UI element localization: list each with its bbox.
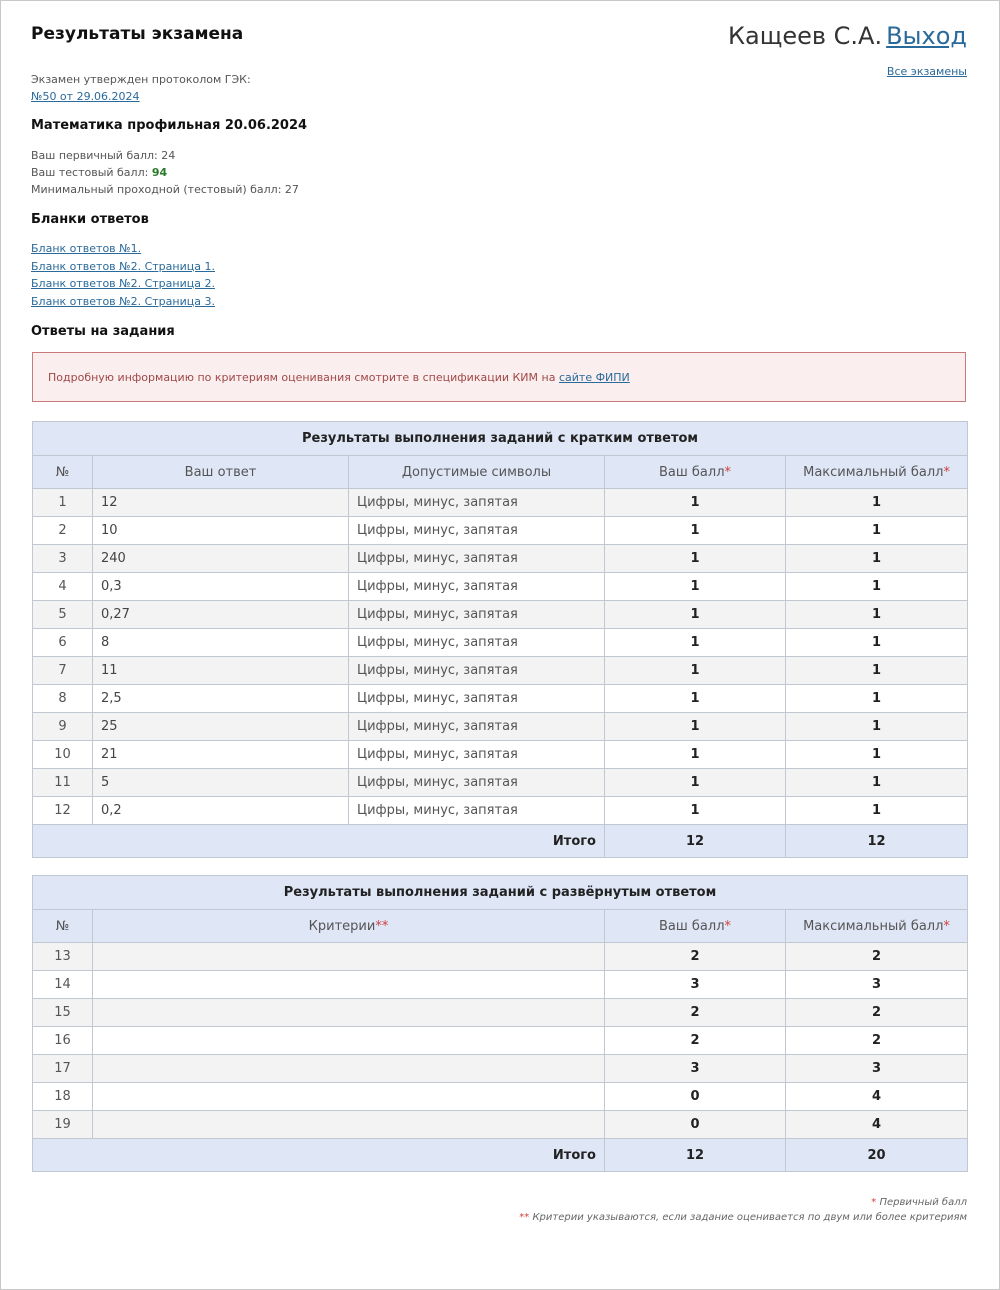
task-max-score: 3: [786, 971, 968, 999]
task-max-score: 4: [786, 1083, 968, 1111]
user-block: [728, 22, 967, 50]
task-criteria: [93, 1111, 605, 1139]
col-max-header: Максимальный балл*: [786, 456, 968, 489]
task-answer: 8: [93, 629, 349, 657]
table-row: [33, 657, 968, 685]
table-row: [33, 1055, 968, 1083]
task-score: 2: [605, 943, 786, 971]
task-answer: 5: [93, 769, 349, 797]
allowed-symbols: Цифры, минус, запятая: [349, 685, 605, 713]
task-score: 1: [605, 545, 786, 573]
task-max-score: 2: [786, 1027, 968, 1055]
task-criteria: [93, 1055, 605, 1083]
task-score: 1: [605, 489, 786, 517]
min-score-label: Минимальный проходной (тестовый) балл:: [31, 183, 282, 196]
task-score: 0: [605, 1111, 786, 1139]
task-score: 1: [605, 629, 786, 657]
task-max-score: 1: [786, 489, 968, 517]
alert-text: Подробную информацию по критериям оценивания смотрите в спецификации КИМ на: [48, 371, 556, 384]
task-criteria: [93, 943, 605, 971]
task-number: 5: [33, 601, 93, 629]
col-num-header: №: [33, 456, 93, 489]
task-answer: 12: [93, 489, 349, 517]
task-number: 19: [33, 1111, 93, 1139]
task-answer: 240: [93, 545, 349, 573]
long-table-caption: Результаты выполнения заданий с развёрнутым ответом: [33, 876, 968, 910]
task-max-score: 1: [786, 629, 968, 657]
short-total-label: Итого: [33, 825, 605, 858]
answer-form-link[interactable]: Бланк ответов №2. Страница 1.: [31, 259, 215, 273]
allowed-symbols: Цифры, минус, запятая: [349, 545, 605, 573]
answer-forms-list: [31, 240, 215, 310]
task-max-score: 1: [786, 797, 968, 825]
task-number: 15: [33, 999, 93, 1027]
allowed-symbols: Цифры, минус, запятая: [349, 601, 605, 629]
table-row: [33, 489, 968, 517]
task-max-score: 1: [786, 685, 968, 713]
long-total-score: 12: [605, 1139, 786, 1172]
answers-heading: Ответы на задания: [31, 324, 175, 339]
task-number: 11: [33, 769, 93, 797]
allowed-symbols: Цифры, минус, запятая: [349, 573, 605, 601]
task-score: 2: [605, 999, 786, 1027]
task-answer: 0,3: [93, 573, 349, 601]
task-number: 8: [33, 685, 93, 713]
task-number: 10: [33, 741, 93, 769]
answer-form-link[interactable]: Бланк ответов №2. Страница 2.: [31, 277, 215, 290]
score-summary: [31, 147, 299, 198]
task-number: 1: [33, 489, 93, 517]
table-row: [33, 741, 968, 769]
task-max-score: 1: [786, 517, 968, 545]
task-number: 12: [33, 797, 93, 825]
footnote-primary: * Первичный балл: [871, 1197, 967, 1208]
task-score: 3: [605, 971, 786, 999]
long-total-max: 20: [786, 1139, 968, 1172]
logout-link[interactable]: Выход: [886, 22, 967, 50]
task-score: 1: [605, 685, 786, 713]
allowed-symbols: Цифры, минус, запятая: [349, 713, 605, 741]
task-answer: 0,27: [93, 601, 349, 629]
protocol-info: [31, 71, 251, 105]
task-max-score: 1: [786, 601, 968, 629]
table-row: [33, 797, 968, 825]
criteria-alert: [32, 352, 966, 402]
answer-form-link[interactable]: Бланк ответов №1.: [31, 242, 142, 255]
task-score: 1: [605, 573, 786, 601]
test-score-label: Ваш тестовый балл:: [31, 166, 149, 179]
task-score: 2: [605, 1027, 786, 1055]
task-number: 16: [33, 1027, 93, 1055]
long-total-label: Итого: [33, 1139, 605, 1172]
task-max-score: 3: [786, 1055, 968, 1083]
short-answer-table: [32, 421, 968, 858]
task-max-score: 2: [786, 999, 968, 1027]
page-title: Результаты экзамена: [31, 24, 244, 44]
short-total-max: 12: [786, 825, 968, 858]
task-answer: 0,2: [93, 797, 349, 825]
answer-form-link[interactable]: Бланк ответов №2. Страница 3.: [31, 294, 215, 308]
min-score-value: 27: [284, 183, 299, 196]
col-max-header: Максимальный балл*: [786, 910, 968, 943]
task-criteria: [93, 1083, 605, 1111]
task-max-score: 1: [786, 573, 968, 601]
table-row: [33, 573, 968, 601]
allowed-symbols: Цифры, минус, запятая: [349, 629, 605, 657]
user-name: Кащеев С.А.: [728, 22, 883, 50]
table-row: [33, 685, 968, 713]
task-answer: 10: [93, 517, 349, 545]
task-number: 2: [33, 517, 93, 545]
col-score-header: Ваш балл*: [605, 456, 786, 489]
footnotes: [519, 1195, 967, 1225]
table-row: [33, 1111, 968, 1139]
protocol-link[interactable]: №50 от 29.06.2024: [31, 90, 140, 103]
min-score-line: [31, 181, 299, 198]
task-number: 6: [33, 629, 93, 657]
table-row: [33, 1027, 968, 1055]
table-row: [33, 629, 968, 657]
protocol-text: Экзамен утвержден протоколом ГЭК:: [31, 73, 251, 86]
col-symbols-header: Допустимые символы: [349, 456, 605, 489]
short-table-caption: Результаты выполнения заданий с кратким ответом: [33, 422, 968, 456]
allowed-symbols: Цифры, минус, запятая: [349, 657, 605, 685]
table-row: [33, 601, 968, 629]
task-number: 7: [33, 657, 93, 685]
col-criteria-header: Критерии**: [93, 910, 605, 943]
table-row: [33, 971, 968, 999]
task-max-score: 4: [786, 1111, 968, 1139]
answer-forms-heading: Бланки ответов: [31, 212, 149, 227]
primary-score-line: [31, 147, 299, 164]
task-score: 1: [605, 797, 786, 825]
task-max-score: 1: [786, 769, 968, 797]
task-max-score: 2: [786, 943, 968, 971]
short-total-score: 12: [605, 825, 786, 858]
task-criteria: [93, 999, 605, 1027]
task-max-score: 1: [786, 545, 968, 573]
exam-subject: Математика профильная 20.06.2024: [31, 118, 308, 133]
task-answer: 25: [93, 713, 349, 741]
task-criteria: [93, 971, 605, 999]
table-row: [33, 999, 968, 1027]
task-number: 3: [33, 545, 93, 573]
task-max-score: 1: [786, 713, 968, 741]
allowed-symbols: Цифры, минус, запятая: [349, 797, 605, 825]
task-score: 1: [605, 713, 786, 741]
test-score-value: 94: [151, 166, 168, 179]
col-num-header: №: [33, 910, 93, 943]
task-max-score: 1: [786, 657, 968, 685]
task-score: 0: [605, 1083, 786, 1111]
task-max-score: 1: [786, 741, 968, 769]
task-answer: 2,5: [93, 685, 349, 713]
primary-score-value: 24: [161, 149, 176, 162]
task-answer: 21: [93, 741, 349, 769]
task-score: 1: [605, 601, 786, 629]
task-score: 1: [605, 657, 786, 685]
table-row: [33, 943, 968, 971]
task-number: 14: [33, 971, 93, 999]
primary-score-label: Ваш первичный балл:: [31, 149, 158, 162]
task-score: 1: [605, 741, 786, 769]
allowed-symbols: Цифры, минус, запятая: [349, 741, 605, 769]
allowed-symbols: Цифры, минус, запятая: [349, 769, 605, 797]
table-row: [33, 1083, 968, 1111]
table-row: [33, 769, 968, 797]
fipi-link[interactable]: сайте ФИПИ: [558, 371, 630, 384]
allowed-symbols: Цифры, минус, запятая: [349, 517, 605, 545]
col-answer-header: Ваш ответ: [93, 456, 349, 489]
table-row: [33, 713, 968, 741]
task-score: 1: [605, 517, 786, 545]
task-answer: 11: [93, 657, 349, 685]
task-number: 17: [33, 1055, 93, 1083]
task-number: 9: [33, 713, 93, 741]
task-score: 3: [605, 1055, 786, 1083]
task-number: 13: [33, 943, 93, 971]
table-row: [33, 517, 968, 545]
col-score-header: Ваш балл*: [605, 910, 786, 943]
task-score: 1: [605, 769, 786, 797]
task-number: 4: [33, 573, 93, 601]
task-number: 18: [33, 1083, 93, 1111]
test-score-line: [31, 164, 299, 181]
table-row: [33, 545, 968, 573]
task-criteria: [93, 1027, 605, 1055]
footnote-criteria: ** Критерии указываются, если задание оценивается по двум или более критериям: [519, 1212, 967, 1223]
long-answer-table: [32, 875, 968, 1172]
allowed-symbols: Цифры, минус, запятая: [349, 489, 605, 517]
all-exams-link[interactable]: Все экзамены: [886, 65, 967, 78]
